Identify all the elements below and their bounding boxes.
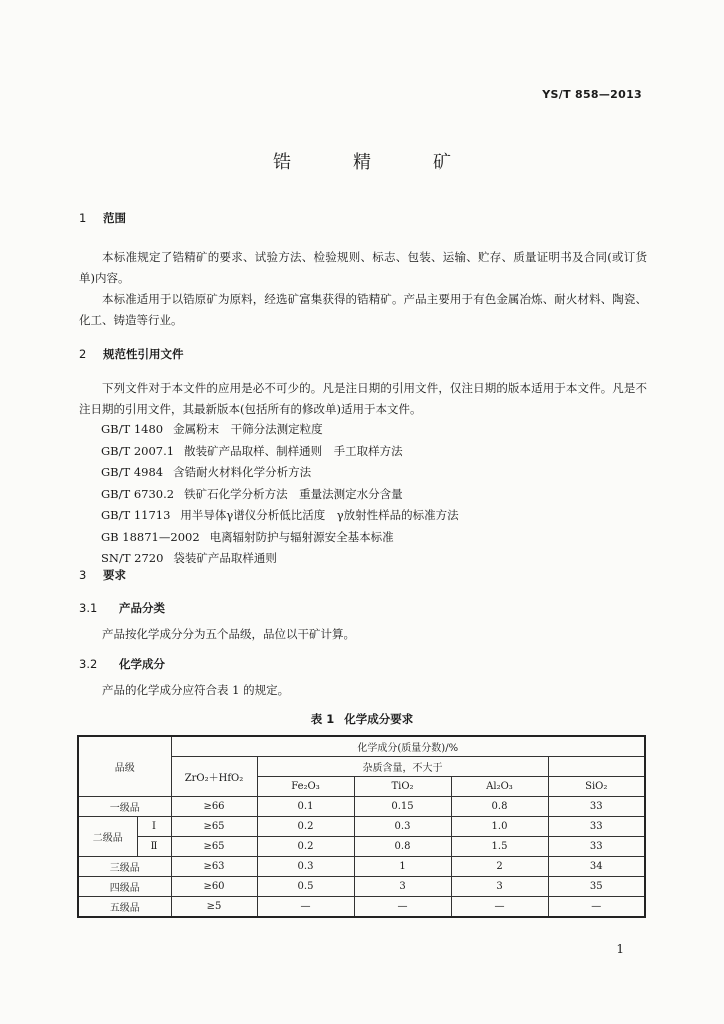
section-2-heading <box>79 346 184 362</box>
section-title: 范围 <box>103 211 126 225</box>
section-1-heading <box>79 210 126 226</box>
section-3-heading <box>79 567 126 583</box>
header-zro2-hfo2: ZrO₂＋HfO₂ <box>171 757 257 797</box>
reference-title: 含锆耐火材料化学分析方法 <box>173 465 312 479</box>
reference-title: 散装矿产品取样、制样通则 手工取样方法 <box>184 443 403 458</box>
paragraph: 下列文件对于本文件的应用是必不可少的。凡是注日期的引用文件，仅注日期的版本适用于本文件。凡是不注日期的引用文件，其最新版本(包括所有的修改单)适用于本文件。 <box>79 381 647 416</box>
reference-title: 袋装矿产品取样通则 <box>173 551 277 565</box>
table-row <box>78 897 645 918</box>
section-1-body <box>79 247 647 331</box>
section-3-1-heading <box>79 600 165 616</box>
ti-cell: 0.15 <box>354 797 451 817</box>
section-2-intro <box>79 378 647 420</box>
section-number: 3 <box>79 568 87 582</box>
table-row <box>78 877 645 897</box>
subgrade-cell: Ⅱ <box>137 837 171 857</box>
grade-cell: 一级品 <box>78 797 171 817</box>
reference-code: SN/T 2720 <box>101 551 164 565</box>
al-cell: 1.5 <box>451 837 548 857</box>
fe-cell: 0.2 <box>257 817 354 837</box>
al-cell: 3 <box>451 877 548 897</box>
reference-item <box>101 548 459 570</box>
zr-cell: ≥65 <box>171 817 257 837</box>
paragraph: 产品的化学成分应符合表 1 的规定。 <box>102 683 290 697</box>
zr-cell: ≥60 <box>171 877 257 897</box>
section-number: 2 <box>79 347 87 361</box>
header-chemical-composition: 化学成分(质量分数)/% <box>171 736 645 757</box>
reference-title: 电离辐射防护与辐射源安全基本标准 <box>209 529 394 544</box>
si-cell: — <box>548 897 645 918</box>
section-title: 要求 <box>103 568 126 582</box>
fe-cell: 0.1 <box>257 797 354 817</box>
header-tio2: TiO₂ <box>354 777 451 797</box>
header-fe2o3: Fe₂O₃ <box>257 777 354 797</box>
table-number: 表 1 <box>310 712 335 726</box>
table-row <box>78 817 645 837</box>
paragraph: 产品按化学成分分为五个品级，品位以干矿计算。 <box>102 627 355 641</box>
zr-cell: ≥65 <box>171 837 257 857</box>
reference-title: 用半导体γ谱仪分析低比活度 γ放射性样品的标准方法 <box>180 508 459 522</box>
reference-title: 铁矿石化学分析方法 重量法测定水分含量 <box>184 486 403 501</box>
section-title: 化学成分 <box>119 657 165 671</box>
section-3-2-body <box>79 680 647 701</box>
section-3-1-body <box>79 624 647 645</box>
fe-cell: — <box>257 897 354 918</box>
si-cell: 33 <box>548 817 645 837</box>
al-cell: 1.0 <box>451 817 548 837</box>
reference-code: GB 18871—2002 <box>101 529 200 544</box>
al-cell: — <box>451 897 548 918</box>
reference-item <box>101 419 459 441</box>
reference-item <box>101 505 459 527</box>
grade-cell: 四级品 <box>78 877 171 897</box>
section-title: 规范性引用文件 <box>103 347 184 361</box>
zr-cell: ≥63 <box>171 857 257 877</box>
standard-code: YS/T 858—2013 <box>542 88 642 101</box>
table-row <box>78 797 645 817</box>
reference-code: GB/T 1480 <box>101 422 164 436</box>
si-cell: 35 <box>548 877 645 897</box>
grade-cell: 五级品 <box>78 897 171 918</box>
fe-cell: 0.5 <box>257 877 354 897</box>
reference-list <box>101 419 459 570</box>
reference-code: GB/T 6730.2 <box>101 486 175 501</box>
fe-cell: 0.3 <box>257 857 354 877</box>
header-grade: 品级 <box>78 736 171 797</box>
table-caption <box>0 711 724 727</box>
section-number: 3.2 <box>79 657 98 671</box>
paragraph: 本标准规定了锆精矿的要求、试验方法、检验规则、标志、包装、运输、贮存、质量证明书及合同(或订货单)内容。 <box>79 250 647 285</box>
ti-cell: 0.3 <box>354 817 451 837</box>
section-title: 产品分类 <box>119 601 165 615</box>
header-impurity-blank <box>548 757 645 777</box>
si-cell: 34 <box>548 857 645 877</box>
reference-item <box>101 484 459 506</box>
reference-item <box>101 462 459 484</box>
reference-code: GB/T 11713 <box>101 508 171 522</box>
section-number: 1 <box>79 211 87 225</box>
si-cell: 33 <box>548 797 645 817</box>
chemical-composition-table <box>77 735 646 918</box>
header-impurity: 杂质含量，不大于 <box>257 757 548 777</box>
table-row <box>78 857 645 877</box>
header-al2o3: Al₂O₃ <box>451 777 548 797</box>
page-number: 1 <box>616 942 624 956</box>
zr-cell: ≥5 <box>171 897 257 918</box>
ti-cell: — <box>354 897 451 918</box>
table-row <box>78 837 645 857</box>
fe-cell: 0.2 <box>257 837 354 857</box>
header-sio2: SiO₂ <box>548 777 645 797</box>
section-3-2-heading <box>79 656 165 672</box>
reference-item <box>101 527 459 549</box>
reference-item <box>101 441 459 463</box>
grade-cell: 三级品 <box>78 857 171 877</box>
subgrade-cell: Ⅰ <box>137 817 171 837</box>
ti-cell: 0.8 <box>354 837 451 857</box>
table-caption-text: 化学成分要求 <box>344 712 414 726</box>
section-number: 3.1 <box>79 601 98 615</box>
al-cell: 2 <box>451 857 548 877</box>
paragraph: 本标准适用于以锆原矿为原料，经选矿富集获得的锆精矿。产品主要用于有色金属冶炼、耐火材料、陶瓷、化工、铸造等行业。 <box>79 292 647 327</box>
document-title: 锆 精 矿 <box>273 152 473 173</box>
table-header-row <box>78 736 645 757</box>
reference-title: 金属粉末 干筛分法测定粒度 <box>173 422 323 436</box>
ti-cell: 1 <box>354 857 451 877</box>
ti-cell: 3 <box>354 877 451 897</box>
reference-code: GB/T 2007.1 <box>101 443 175 458</box>
si-cell: 33 <box>548 837 645 857</box>
grade-cell: 二级品 <box>78 817 137 857</box>
zr-cell: ≥66 <box>171 797 257 817</box>
reference-code: GB/T 4984 <box>101 465 164 479</box>
al-cell: 0.8 <box>451 797 548 817</box>
